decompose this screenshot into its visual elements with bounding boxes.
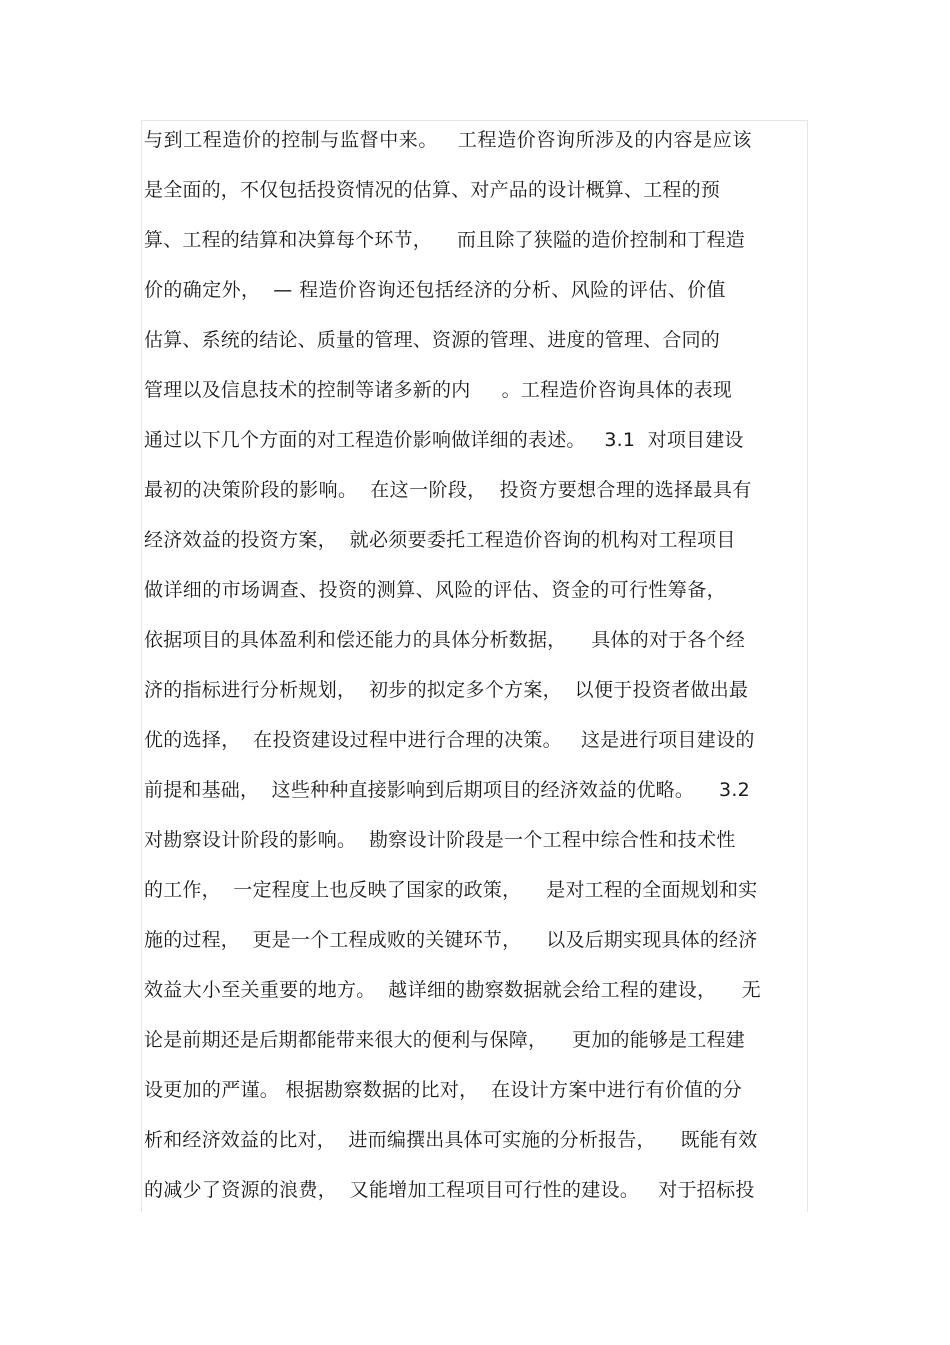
text-line-22: 的减少了资源的浪费， 又能增加工程项目可行性的建设。 对于招标投: [144, 1179, 755, 1201]
text-line-16: 的工作， 一定程度上也反映了国家的政策， 是对工程的全面规划和实: [144, 879, 758, 901]
text-line-2: 是全面的，不仅包括投资情况的估算、对产品的设计概算、工程的预: [144, 179, 721, 201]
text-line-8: 最初的决策阶段的影响。 在这一阶段， 投资方要想合理的选择最具有: [144, 479, 752, 501]
text-line-10: 做详细的市场调查、投资的测算、风险的评估、资金的可行性筹备，: [144, 579, 727, 601]
text-line-19: 论是前期还是后期都能带来很大的便利与保障， 更加的能够是工程建: [144, 1029, 745, 1051]
text-line-17: 施的过程， 更是一个工程成败的关键环节， 以及后期实现具体的经济: [144, 929, 758, 951]
text-line-14: 前提和基础， 这些种种直接影响到后期项目的经济效益的优略。 3.2: [144, 779, 750, 801]
text-line-15: 对勘察设计阶段的影响。 勘察设计阶段是一个工程中综合性和技术性: [144, 829, 736, 851]
text-line-4: 价的确定外， — 程造价咨询还包括经济的分析、风险的评估、价值: [144, 279, 726, 301]
text-line-5: 估算、系统的结论、质量的管理、资源的管理、进度的管理、合同的: [144, 329, 721, 351]
text-line-12: 济的指标进行分析规划， 初步的拟定多个方案， 以便于投资者做出最: [144, 679, 749, 701]
text-line-20: 设更加的严谨。 根据勘察数据的比对， 在设计方案中进行有价值的分: [144, 1079, 743, 1101]
text-line-9: 经济效益的投资方案， 就必须要委托工程造价咨询的机构对工程项目: [144, 529, 736, 551]
text-line-11: 依据项目的具体盈利和偿还能力的具体分析数据， 具体的对于各个经: [144, 629, 745, 651]
text-line-18: 效益大小至关重要的地方。 越详细的勘察数据就会给工程的建设， 无: [144, 979, 762, 1001]
text-line-6: 管理以及信息技术的控制等诸多新的内 。工程造价咨询具体的表现: [144, 379, 732, 401]
text-line-21: 析和经济效益的比对， 进而编撰出具体可实施的分析报告， 既能有效: [144, 1129, 758, 1151]
text-line-7: 通过以下几个方面的对工程造价影响做详细的表述。 3.1 对项目建设: [144, 429, 744, 451]
text-line-13: 优的选择， 在投资建设过程中进行合理的决策。 这是进行项目建设的: [144, 729, 755, 751]
text-line-1: 与到工程造价的控制与监督中来。 工程造价咨询所涉及的内容是应该: [144, 129, 752, 151]
text-line-3: 算、工程的结算和决算每个环节， 而且除了狭隘的造价控制和丁程造: [144, 229, 745, 251]
